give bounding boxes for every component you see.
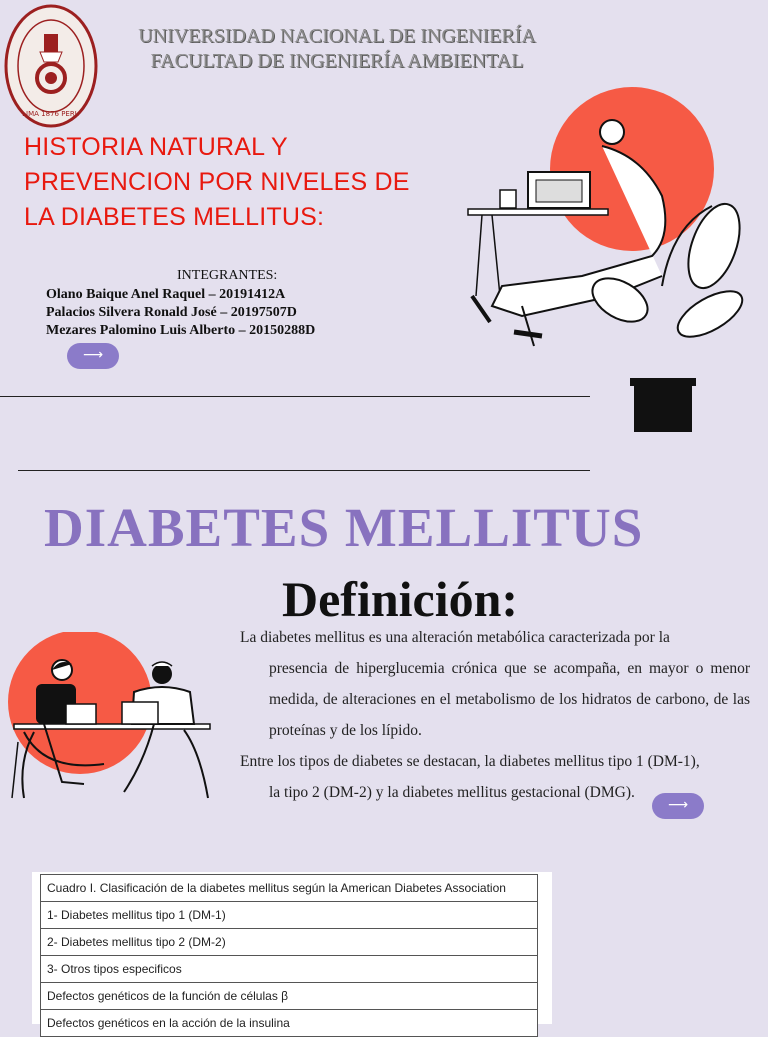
member-name: Mezares Palomino Luis Alberto – 20150288D: [46, 323, 316, 338]
table-cell: 2- Diabetes mellitus tipo 2 (DM-2): [41, 929, 538, 956]
paragraph: Entre los tipos de diabetes se destacan, la diabetes mellitus tipo 1 (DM-1),: [240, 753, 700, 770]
title-line: LA DIABETES MELLITUS:: [24, 203, 325, 231]
member-name: Olano Baique Anel Raquel – 20191412A: [46, 287, 286, 302]
definition-heading: Definición:: [282, 571, 519, 627]
divider: [0, 396, 590, 397]
university-seal-logo: [4, 4, 98, 128]
paragraph: [240, 622, 750, 653]
title-line: HISTORIA NATURAL Y: [24, 133, 288, 161]
table-row: [41, 956, 538, 983]
section-heading: DIABETES MELLITUS: [44, 497, 644, 558]
university-header: [122, 24, 552, 74]
title-line: PREVENCION POR NIVELES DE: [24, 168, 410, 196]
integrantes-label: INTEGRANTES:: [177, 268, 278, 283]
table-row: [41, 902, 538, 929]
faculty-name: FACULTAD DE INGENIERÍA AMBIENTAL: [150, 50, 524, 72]
definition-text: [240, 622, 750, 808]
person-at-desk-illustration: [462, 86, 762, 436]
divider: [18, 470, 590, 471]
next-arrow-button[interactable]: ⟶: [652, 793, 704, 819]
table-cell: 3- Otros tipos especificos: [41, 956, 538, 983]
svg-text:LIMA 1876 PERU: LIMA 1876 PERU: [22, 110, 80, 118]
table-cell: 1- Diabetes mellitus tipo 1 (DM-1): [41, 902, 538, 929]
table-row: [41, 983, 538, 1010]
table-row: [41, 875, 538, 902]
paragraph-first-line: La diabetes mellitus es una alteración metabólica caracterizada por la: [240, 629, 670, 646]
table-row: [41, 929, 538, 956]
paragraph-continuation: la tipo 2 (DM-2) y la diabetes mellitus gestacional (DMG).: [269, 784, 635, 801]
next-arrow-button[interactable]: ⟶: [67, 343, 119, 369]
table-caption-cell: Cuadro I. Clasificación de la diabetes mellitus según la American Diabetes Association: [41, 875, 538, 902]
table-cell: Defectos genéticos en la acción de la insulina: [41, 1010, 538, 1037]
university-name: UNIVERSIDAD NACIONAL DE INGENIERÍA: [138, 25, 536, 47]
member-name: Palacios Silvera Ronald José – 20197507D: [46, 305, 297, 320]
table-cell: Defectos genéticos de la función de células β: [41, 983, 538, 1010]
paragraph-continuation: presencia de hiperglucemia crónica que se acompaña, en mayor o menor medida, de alteraciones en el metabolismo de los hidratos de carbono, de las proteínas y de los lípido.: [269, 660, 750, 739]
document-title: [24, 130, 494, 235]
people-chatting-illustration: [4, 632, 218, 804]
classification-table: [40, 874, 538, 1037]
table-row: [41, 1010, 538, 1037]
